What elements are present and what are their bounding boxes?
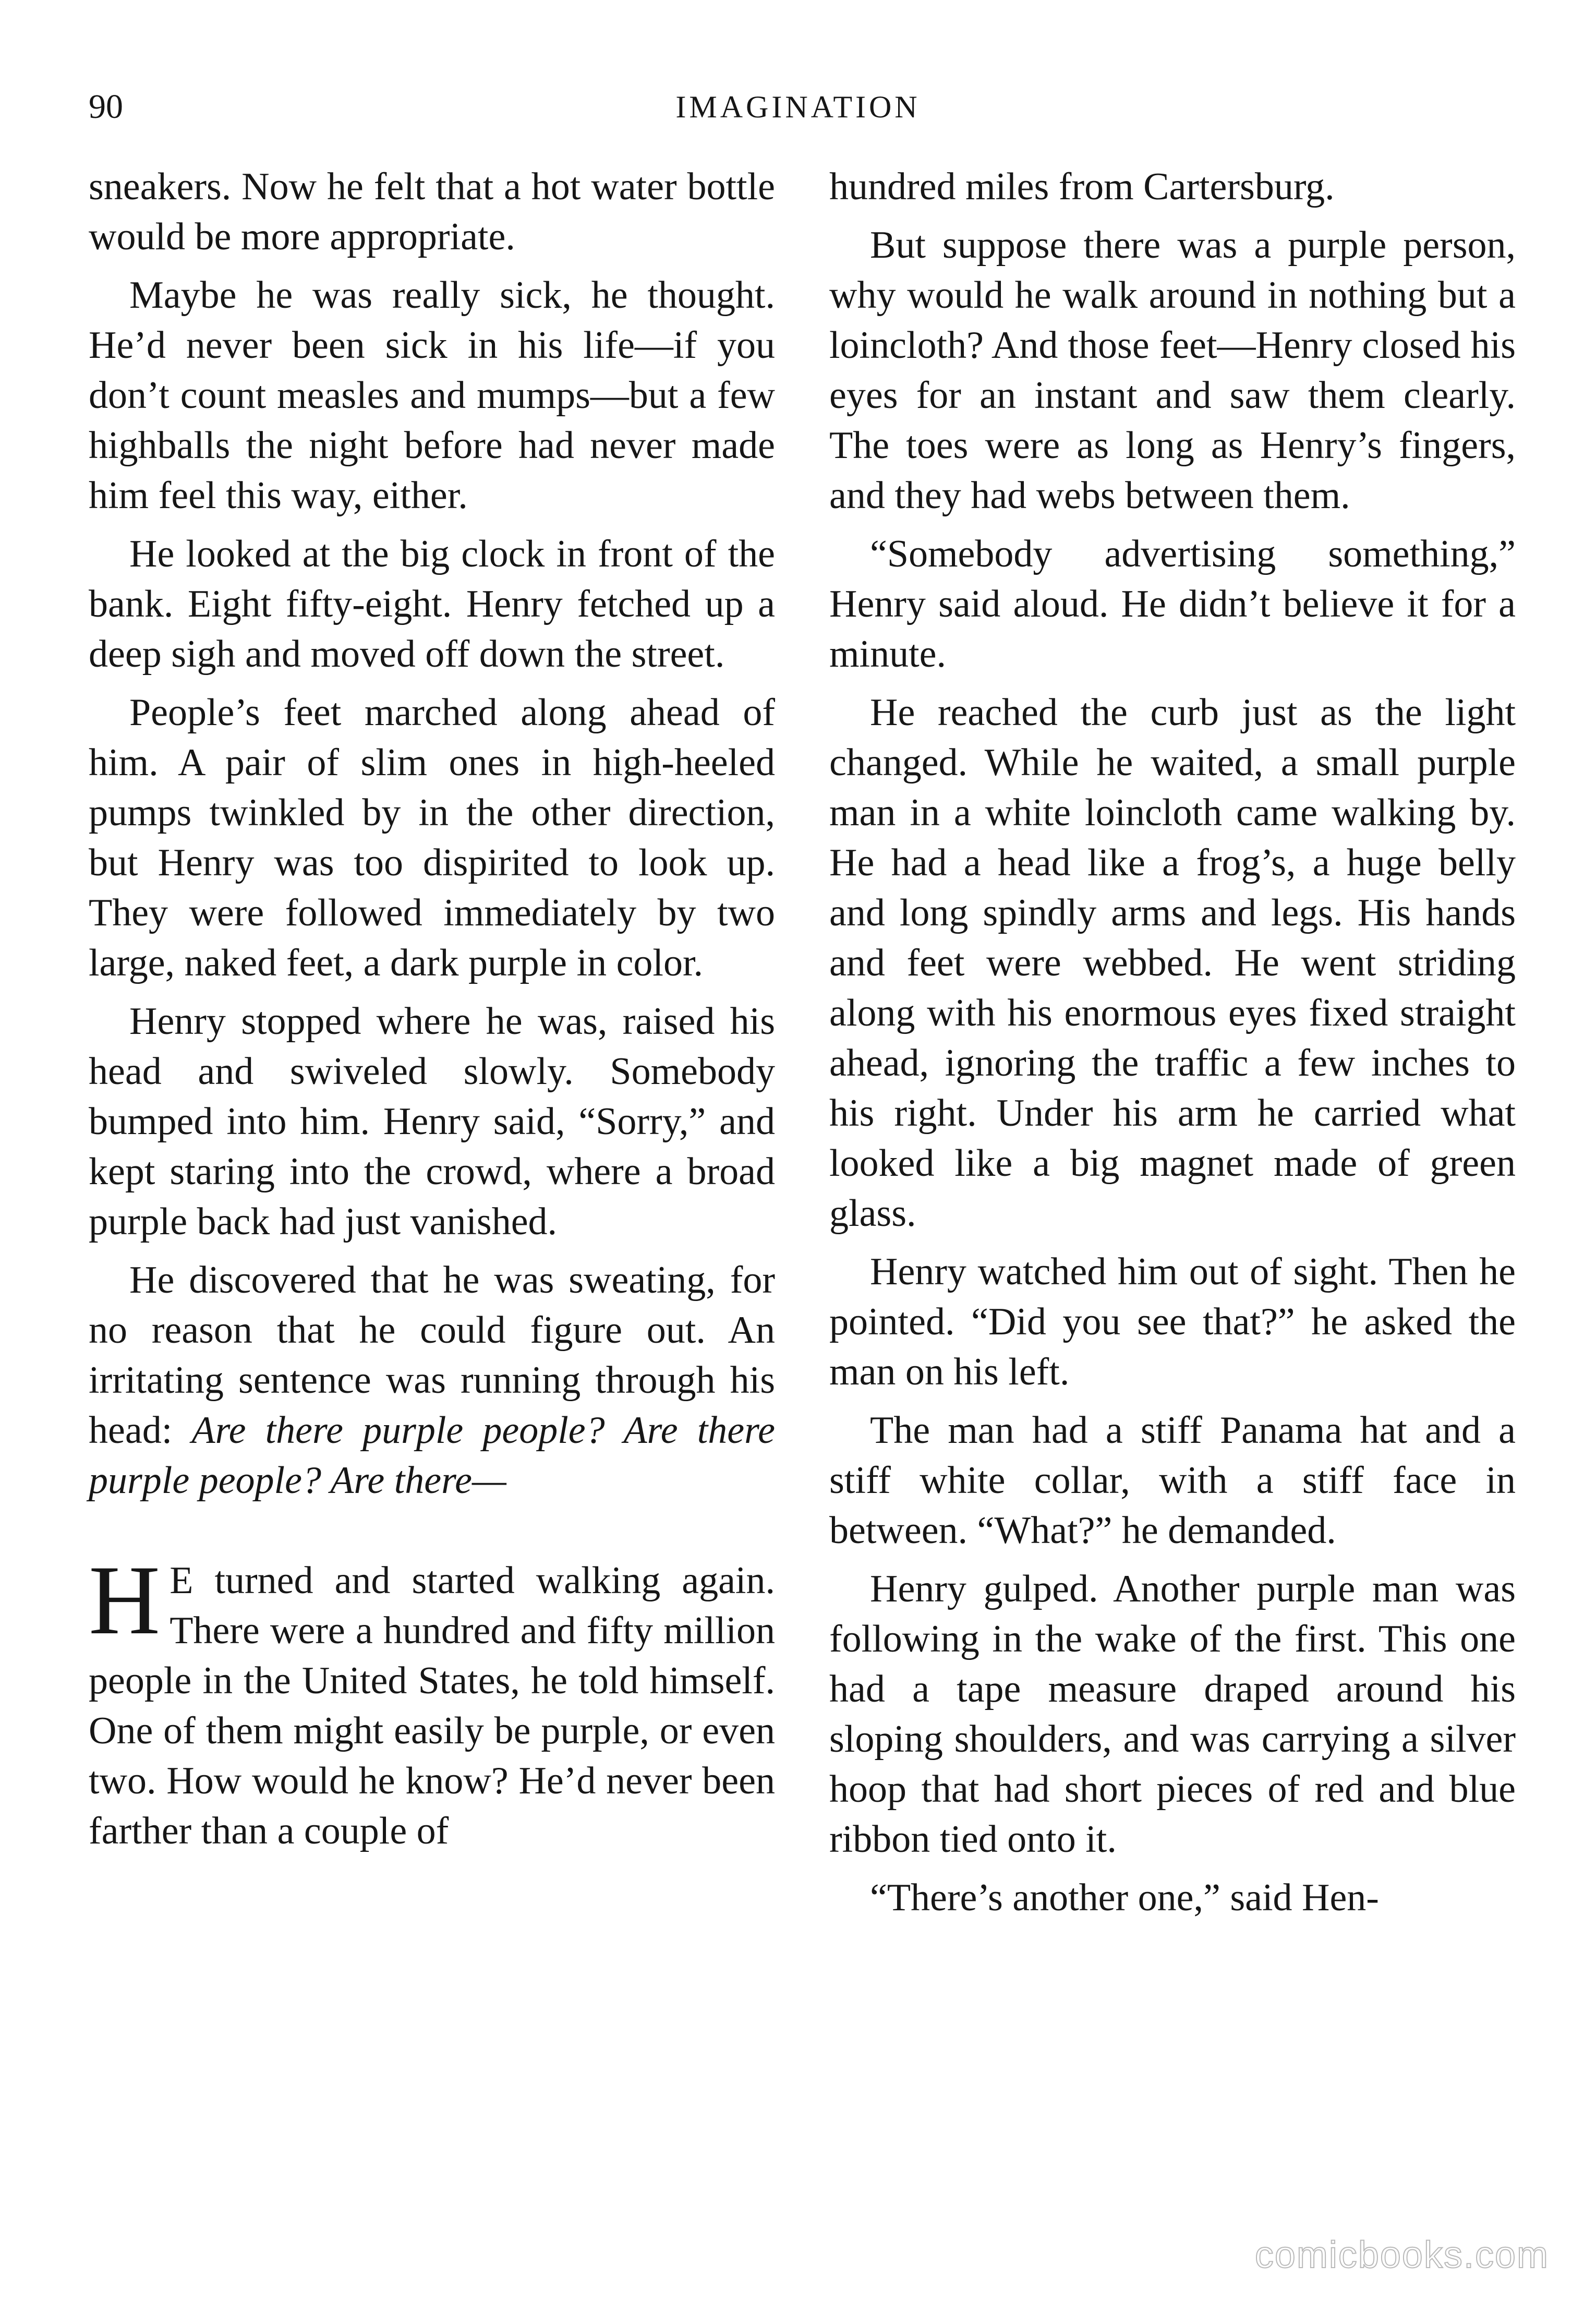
paragraph-text: E turned and started walking again. There were a hundred and fifty million people in the United States, he told himself. One of them might easily be purple, or even two. How would he know? He’d never been farther than a couple of xyxy=(89,1559,775,1852)
paragraph: sneakers. Now he felt that a hot water bottle would be more appropriate. xyxy=(89,165,775,258)
paragraph: hundred miles from Cartersburg. xyxy=(829,165,1335,208)
paragraph: Maybe he was really sick, he thought. He’d never been sick in his life—if you don’t count measles and mumps—but a few highballs the night before had never made him feel this way, either. xyxy=(89,274,775,517)
paragraph: Henry gulped. Another purple man was following in the wake of the first. This one had a tape measure draped around his sloping shoulders, and was carrying a silver hoop that had short pieces of red and blue ribbon tied onto it. xyxy=(829,1568,1516,1861)
paragraph: People’s feet marched along ahead of him. A pair of slim ones in high-heeled pumps twinkled by in the other direction, but Henry was too dispirited to look up. They were followed immediately by two large, naked feet, a dark purple in color. xyxy=(89,691,775,984)
paragraph: He looked at the big clock in front of the bank. Eight fifty-eight. Henry fetched up a deep sigh and moved off down the street. xyxy=(89,533,775,676)
paragraph xyxy=(89,1255,775,1505)
page-number: 90 xyxy=(89,88,123,126)
paragraph: He reached the curb just as the light changed. While he waited, a small purple man in a white loincloth came walking by. He had a head like a frog’s, a huge belly and long spindly arms and legs. His hands and feet were webbed. He went striding along with his enormous eyes fixed straight ahead, ignoring the traffic a few inches to his right. Under his arm he carried what looked like a big magnet made of green glass. xyxy=(829,691,1516,1235)
right-column xyxy=(829,162,1516,1931)
paragraph: “Somebody advertising something,” Henry said aloud. He didn’t believe it for a minute. xyxy=(829,533,1516,676)
running-head: IMAGINATION xyxy=(675,90,921,124)
section-break xyxy=(89,1514,775,1556)
paragraph-with-drop-cap xyxy=(89,1546,775,1856)
page-header xyxy=(89,83,1507,141)
paragraph: Henry stopped where he was, raised his head and swiveled slowly. Somebody bumped into him. Henry said, “Sorry,” and kept staring into the crowd, where a broad purple back had just vanished. xyxy=(89,1000,775,1243)
drop-cap-letter: H xyxy=(89,1546,161,1655)
paragraph: Henry watched him out of sight. Then he pointed. “Did you see that?” he asked the man on his left. xyxy=(829,1250,1516,1393)
paragraph: But suppose there was a purple person, why would he walk around in nothing but a loincloth? And those feet—Henry closed his eyes for an instant and saw them clearly. The toes were as long as Henry’s fingers, and they had webs between them. xyxy=(829,224,1516,517)
italic-sentence: Are there purple people? Are there purple people? Are there— xyxy=(89,1409,775,1502)
paragraph: The man had a stiff Panama hat and a stiff white collar, with a stiff face in between. “What?” he demanded. xyxy=(829,1409,1516,1552)
paragraph: “There’s another one,” said Hen- xyxy=(870,1876,1379,1919)
paragraph-text: He discovered that he was sweating, for no reason that he could figure out. An irritating sentence was running through his head: xyxy=(89,1259,775,1452)
watermark: comicbooks.com xyxy=(1254,2234,1549,2276)
left-column xyxy=(89,162,775,1864)
